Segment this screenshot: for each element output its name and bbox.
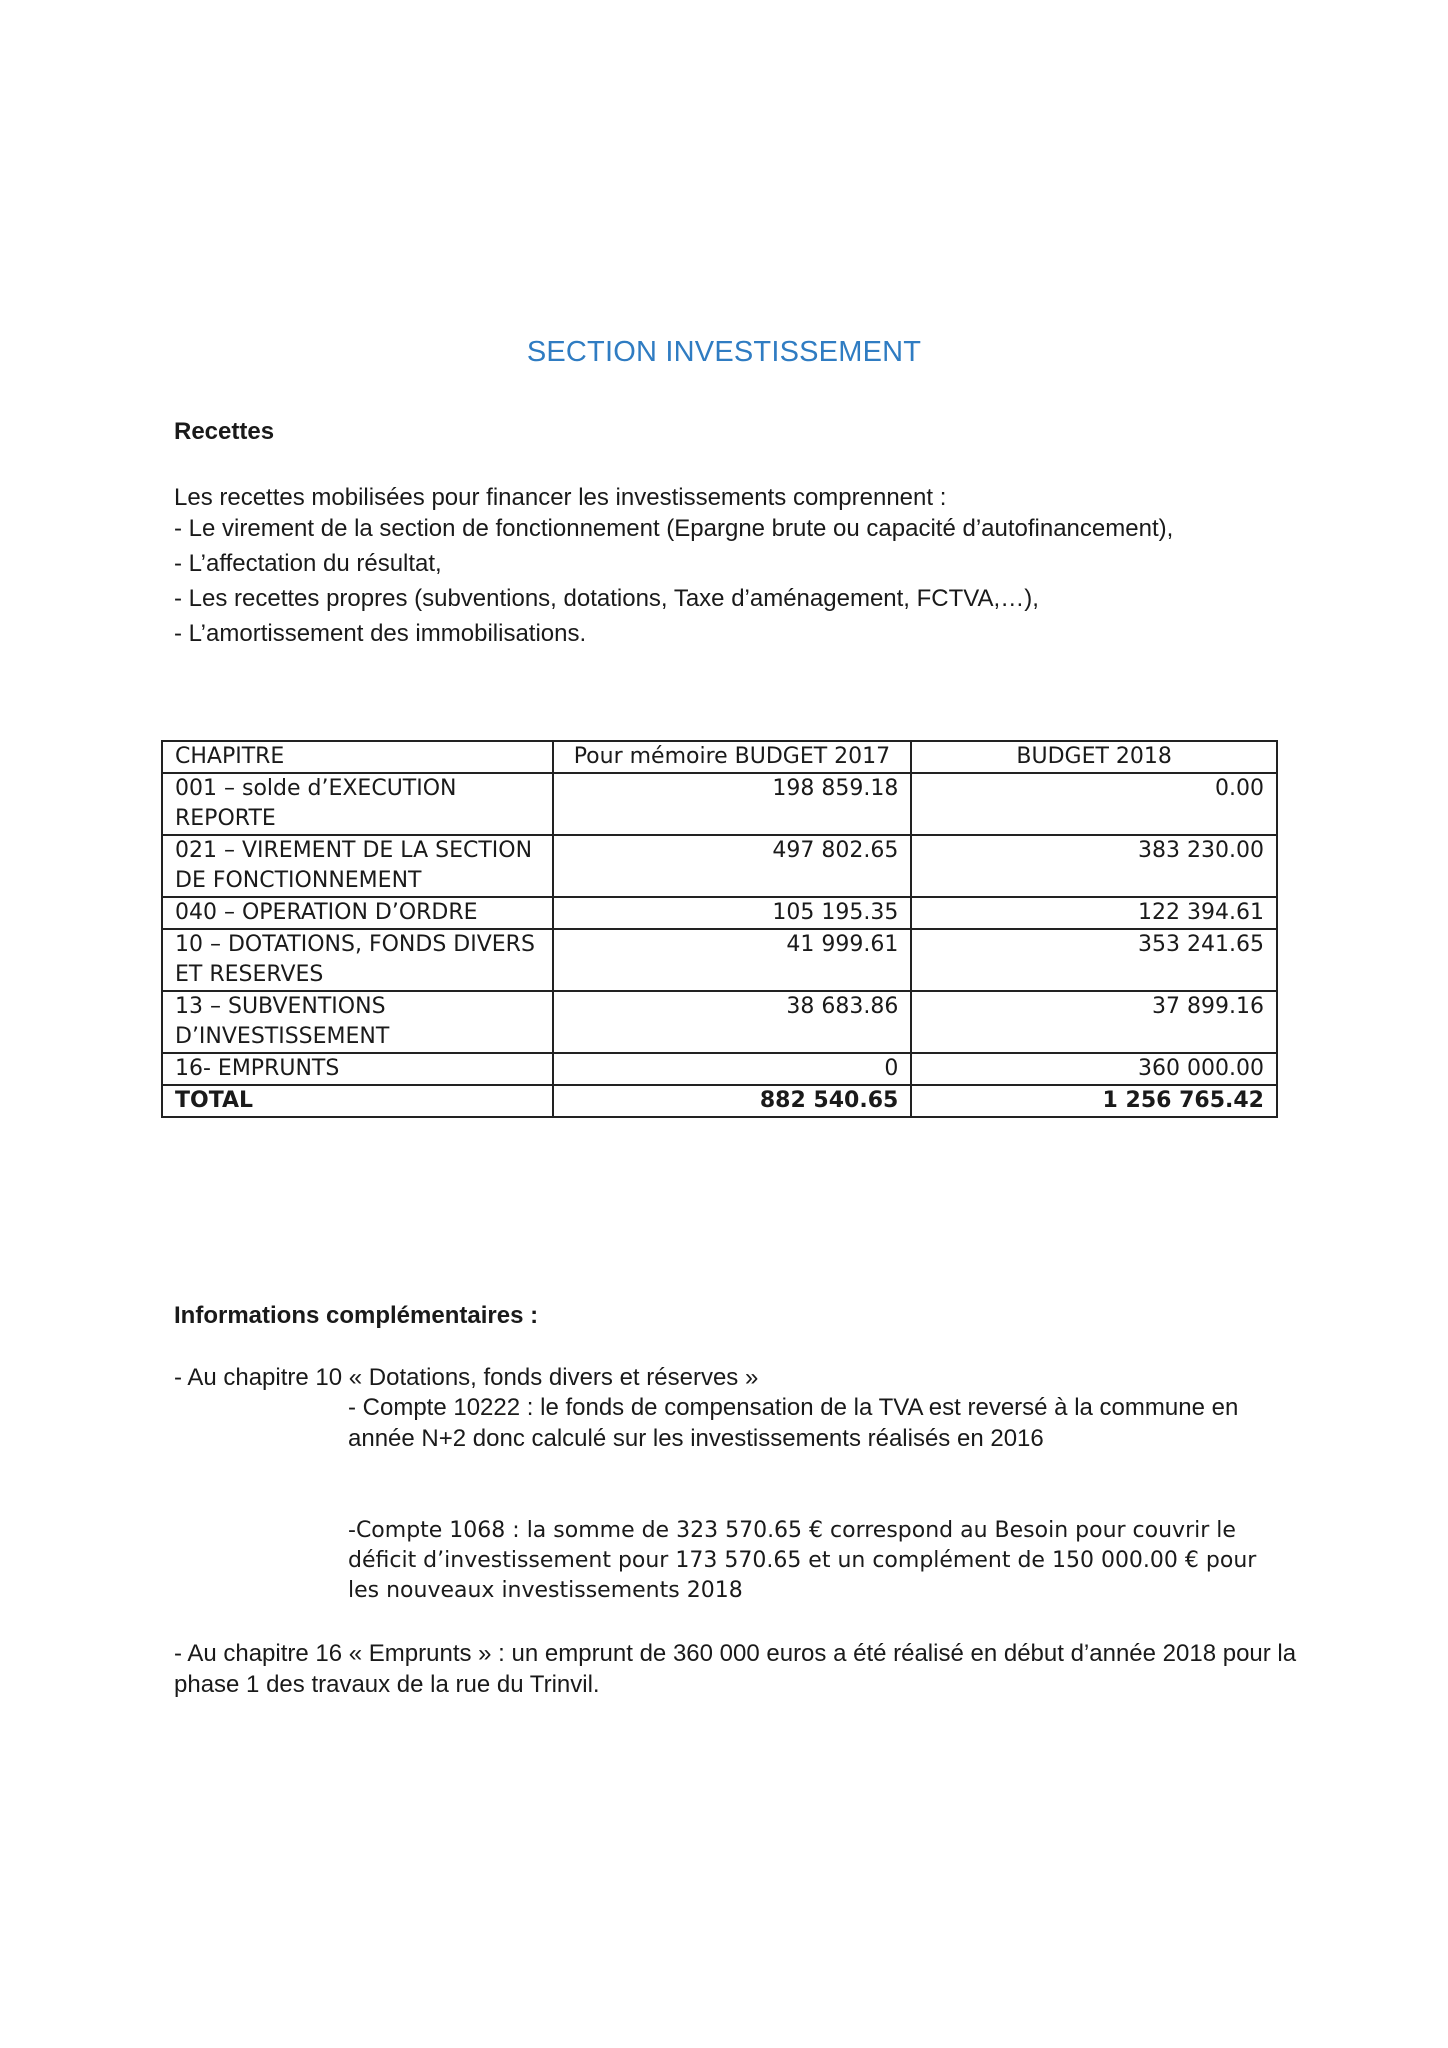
section-title: SECTION INVESTISSEMENT (526, 336, 922, 368)
cell-chapitre: 001 – solde d’EXECUTION REPORTE (162, 773, 553, 835)
cell-budget-2018: 122 394.61 (911, 897, 1277, 929)
cell-budget-2017: 41 999.61 (553, 929, 912, 991)
cell-chapitre: 13 – SUBVENTIONS D’INVESTISSEMENT (162, 991, 553, 1053)
cell-budget-2018: 383 230.00 (911, 835, 1277, 897)
table-row (162, 773, 1277, 835)
total-label: TOTAL (162, 1085, 553, 1117)
cell-budget-2018: 0.00 (911, 773, 1277, 835)
table-row (162, 897, 1277, 929)
recettes-intro (174, 482, 1324, 649)
table-total-row (162, 1085, 1277, 1117)
cell-budget-2017: 38 683.86 (553, 991, 912, 1053)
cell-budget-2018: 37 899.16 (911, 991, 1277, 1053)
recettes-item: - L’affectation du résultat, (174, 550, 442, 577)
table-header-row (162, 741, 1277, 773)
info-heading: Informations complémentaires : (174, 1302, 539, 1329)
header-budget-2017: Pour mémoire BUDGET 2017 (553, 741, 912, 773)
table-row (162, 835, 1277, 897)
header-chapitre: CHAPITRE (162, 741, 553, 773)
info-compte-1068-text: -Compte 1068 : la somme de 323 570.65 € correspond au Besoin pour couvrir le déficit d’investissement pour 173 570.65 et un complément de 150 000.00 € pour les nouveaux investissements 2018 (348, 1518, 1257, 1603)
info-compte-10222-text: - Compte 10222 : le fonds de compensation de la TVA est reversé à la commune en année N+2 donc calculé sur les investissements réalisés en 2016 (348, 1394, 1239, 1452)
total-budget-2018: 1 256 765.42 (911, 1085, 1277, 1117)
info-compte-10222 (348, 1392, 1268, 1454)
header-budget-2018: BUDGET 2018 (911, 741, 1277, 773)
cell-chapitre: 021 – VIREMENT DE LA SECTION DE FONCTIONNEMENT (162, 835, 553, 897)
cell-budget-2017: 198 859.18 (553, 773, 912, 835)
info-compte-1068 (348, 1516, 1268, 1606)
recettes-item: - Les recettes propres (subventions, dotations, Taxe d’aménagement, FCTVA,…), (174, 585, 1039, 612)
cell-chapitre: 040 – OPERATION D’ORDRE (162, 897, 553, 929)
table-row (162, 991, 1277, 1053)
info-chapitre-16-text: - Au chapitre 16 « Emprunts » : un emprunt de 360 000 euros a été réalisé en début d’année 2018 pour la phase 1 des travaux de la rue du Trinvil. (174, 1640, 1297, 1698)
recettes-intro-text: Les recettes mobilisées pour financer les investissements comprennent : (174, 484, 947, 511)
info-chapitre-10-text: - Au chapitre 10 « Dotations, fonds divers et réserves » (174, 1364, 759, 1391)
table-row (162, 1053, 1277, 1085)
cell-budget-2017: 0 (553, 1053, 912, 1085)
cell-budget-2018: 353 241.65 (911, 929, 1277, 991)
budget-table (161, 740, 1278, 1118)
recettes-item: - L’amortissement des immobilisations. (174, 620, 587, 647)
cell-budget-2017: 497 802.65 (553, 835, 912, 897)
cell-chapitre: 10 – DOTATIONS, FONDS DIVERS ET RESERVES (162, 929, 553, 991)
info-chapitre-16 (174, 1638, 1324, 1700)
cell-budget-2018: 360 000.00 (911, 1053, 1277, 1085)
recettes-item: - Le virement de la section de fonctionnement (Epargne brute ou capacité d’autofinancement), (174, 515, 1174, 542)
total-budget-2017: 882 540.65 (553, 1085, 912, 1117)
cell-budget-2017: 105 195.35 (553, 897, 912, 929)
cell-chapitre: 16- EMPRUNTS (162, 1053, 553, 1085)
table-row (162, 929, 1277, 991)
info-chapitre-10 (174, 1362, 1324, 1393)
recettes-heading: Recettes (174, 418, 275, 445)
